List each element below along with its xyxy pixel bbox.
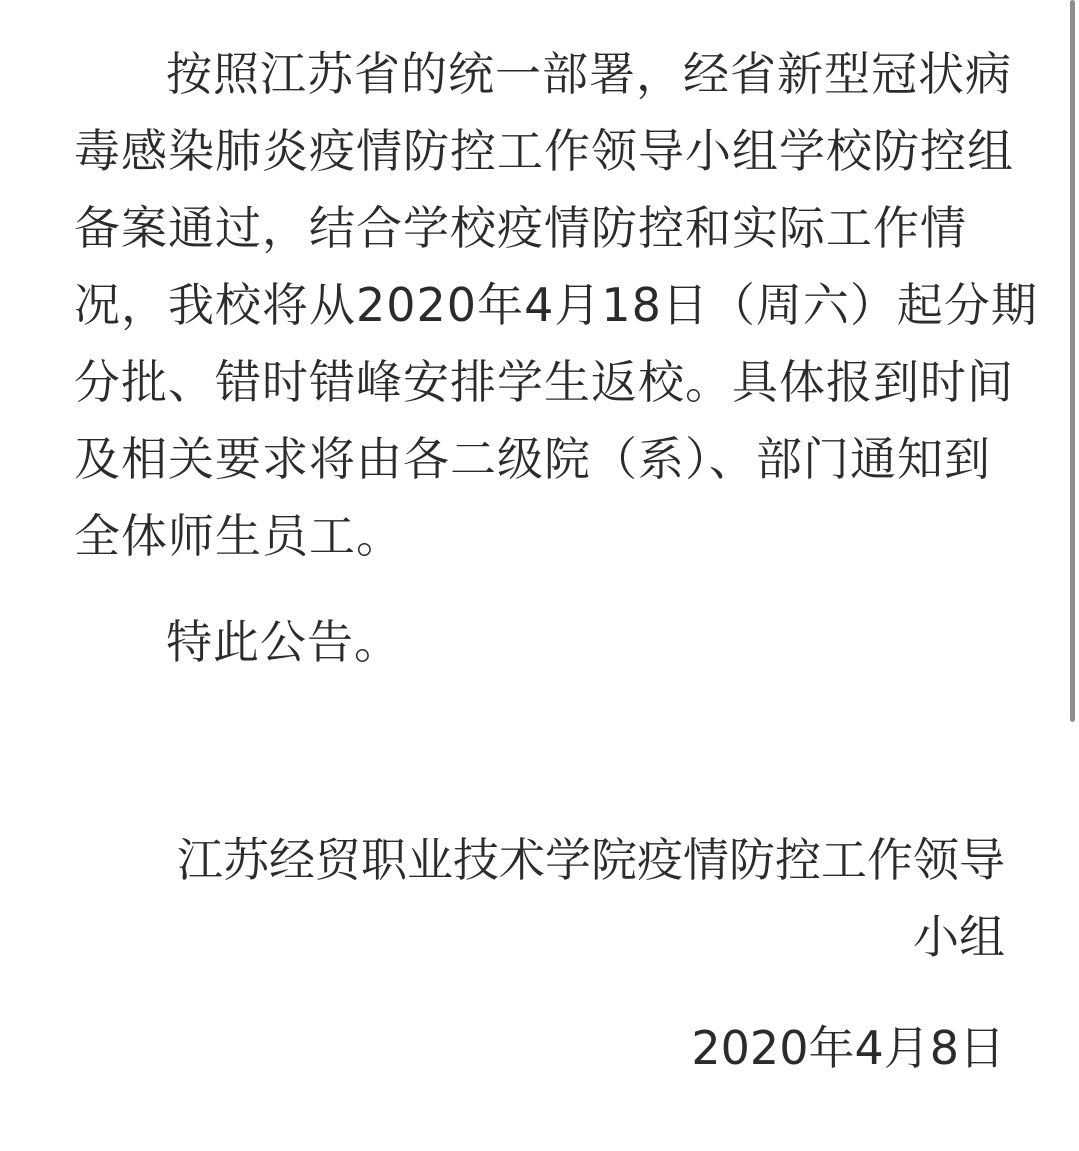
body-line-1: 按照江苏省的统一部署，经省新型冠状病 bbox=[166, 47, 1012, 101]
body-line-7: 全体师生员工。 bbox=[74, 509, 403, 563]
signature-block bbox=[177, 822, 1005, 976]
body-line-6: 及相关要求将由各二级院（系）、部门通知到 bbox=[74, 432, 991, 486]
body-line-3: 备案通过，结合学校疫情防控和实际工作情 bbox=[74, 201, 967, 255]
signature-line-2: 小组 bbox=[913, 910, 1005, 964]
body-line-4: 况，我校将从2020年4月18日（周六）起分期 bbox=[74, 278, 1038, 332]
notice-body bbox=[74, 36, 1038, 575]
body-line-5: 分批、错时错峰安排学生返校。具体报到时间 bbox=[74, 355, 1014, 409]
closing-text: 特此公告。 bbox=[166, 615, 401, 669]
vertical-scrollbar[interactable] bbox=[1070, 0, 1075, 722]
notice-date: 2020年4月8日 bbox=[691, 1021, 1005, 1075]
body-line-2: 毒感染肺炎疫情防控工作领导小组学校防控组 bbox=[74, 124, 1014, 178]
signature-line-1: 江苏经贸职业技术学院疫情防控工作领导 bbox=[177, 833, 1005, 887]
